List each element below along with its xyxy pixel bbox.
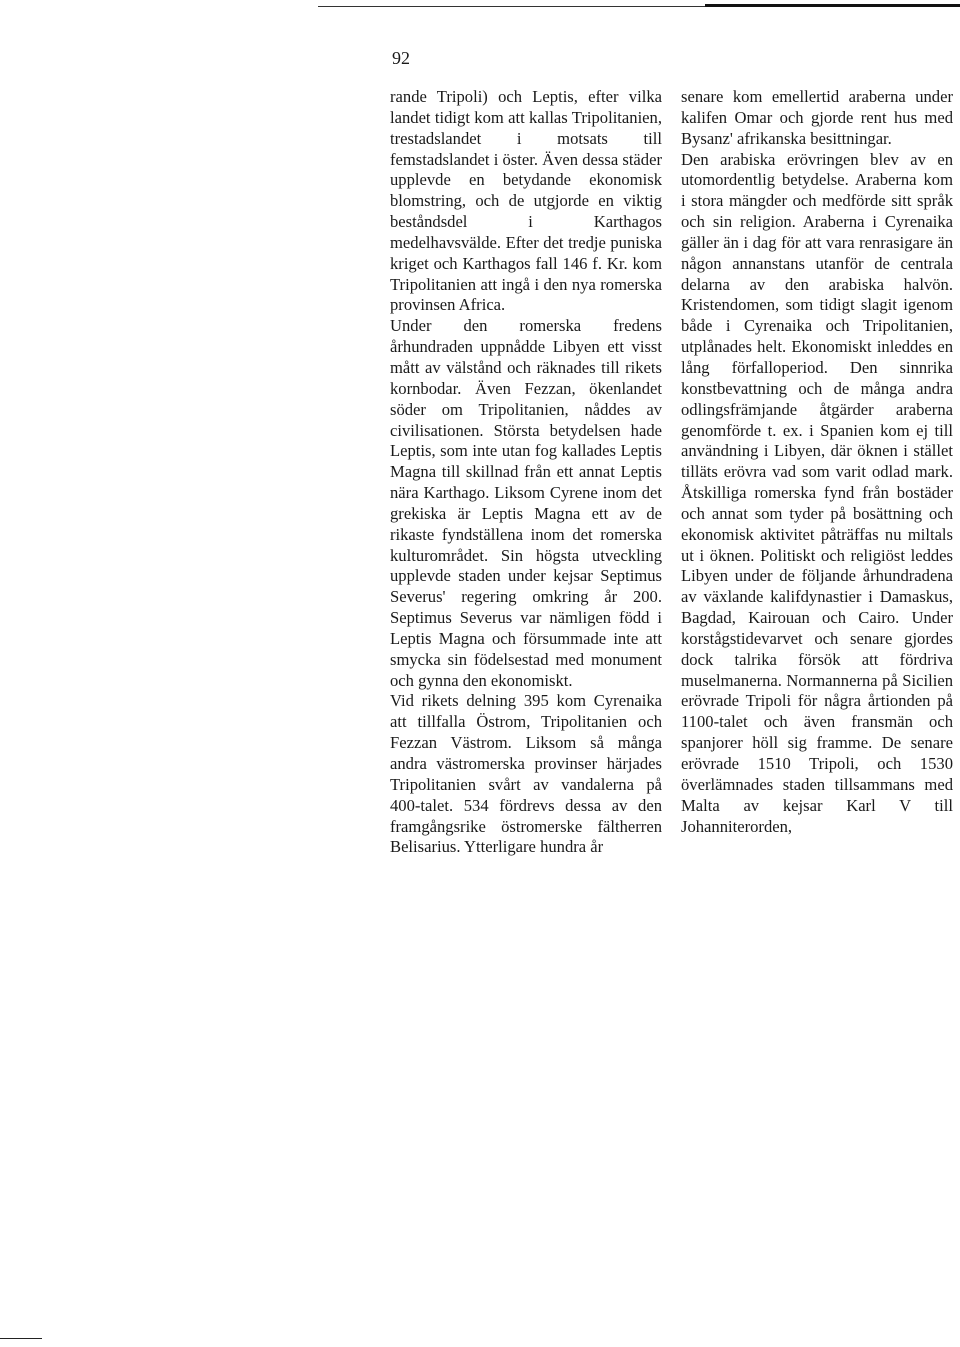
right-column <box>681 87 953 837</box>
right-paragraph-2: Den arabiska erövringen blev av en utomordentlig betydelse. Araberna kom i stora mängder och medförde sitt språk och sin religion. Araberna i Cyrenaika gäller än i dag för att vara renrasigare än någon annanstans utanför de centrala delarna av den arabiska halvön. Kristendomen, som tidigt slagit igenom både i Cyrenaika och Tripolitanien, utplånades helt. Ekonomiskt inleddes en lång förfalloperiod. Den sinnrika konstbevattning och de många andra odlingsfrämjande åtgärder araberna genomförde t. ex. i Spanien kom ej till användning i Libyen, där öknen i stället tilläts erövra vad som varit odlad mark. Åtskilliga romerska fynd från bostäder och annat som tyder på bosättning och ekonomisk aktivitet påträffas nu miltals ut i öknen. Politiskt och religiöst leddes Libyen under de följande århundradena av växlande kalifdynastier i Damaskus, Bagdad, Kairouan och Cairo. Under korstågstidevarvet och senare gjordes dock talrika försök att fördriva muselmanerna. Normannerna på Sicilien erövrade Tripoli för några årtionden på 1100-talet och även fransmän och spanjorer höll sig framme. De senare erövrade 1510 Tripoli, och 1530 överlämnades staden tillsammans med Malta av kejsar Karl V till Johanniterorden, <box>681 149 953 836</box>
header-rule <box>705 4 960 7</box>
left-paragraph-3: Vid rikets delning 395 kom Cyrenaika att tillfalla Östrom, Tripolitanien och Fezzan Västrom. Liksom så många andra västromerska provinser härjades Tripolitanien svårt av vandalerna på 400-talet. 534 fördrevs dessa av den framgångsrike östromerske fältherren Belisarius. Ytterligare hundra år <box>390 691 662 857</box>
left-paragraph-1: rande Tripoli) och Leptis, efter vilka landet tidigt kom att kallas Tripolitanien, trestadslandet i motsats till femstadslandet i öster. Även dessa städer upplevde en betydande ekonomisk blomstring, och de utgjorde en viktig beståndsdel i Karthagos medelhavsvälde. Efter det tredje puniska kriget och Karthagos fall 146 f. Kr. kom Tripolitanien att ingå i den nya romerska provinsen Africa. <box>390 87 662 315</box>
left-paragraph-2: Under den romerska fredens århundraden uppnådde Libyen ett visst mått av välstånd och räknades till rikets kornbodar. Även Fezzan, ökenlandet söder om Tripolitanien, nåddes av civilisationen. Största betydelsen hade Leptis, som inte utan fog kallades Leptis Magna till skillnad från ett annat Leptis nära Karthago. Liksom Cyrene inom det grekiska är Leptis Magna ett av de rikaste fyndställena inom det romerska kulturområdet. Sin högsta utveckling upplevde staden under kejsar Septimus Severus' regering omkring år 200. Septimus Severus var nämligen född i Leptis Magna och försummade inte att smycka sin födelsestad med monument och gynna den ekonomiskt. <box>390 316 662 690</box>
page-number: 92 <box>392 48 410 68</box>
left-column <box>390 87 662 858</box>
footer-rule <box>0 1338 42 1339</box>
right-paragraph-1: senare kom emellertid araberna under kalifen Omar och gjorde rent hus med Bysanz' afrikanska besittningar. <box>681 87 953 148</box>
header-rule-thin <box>318 6 705 7</box>
